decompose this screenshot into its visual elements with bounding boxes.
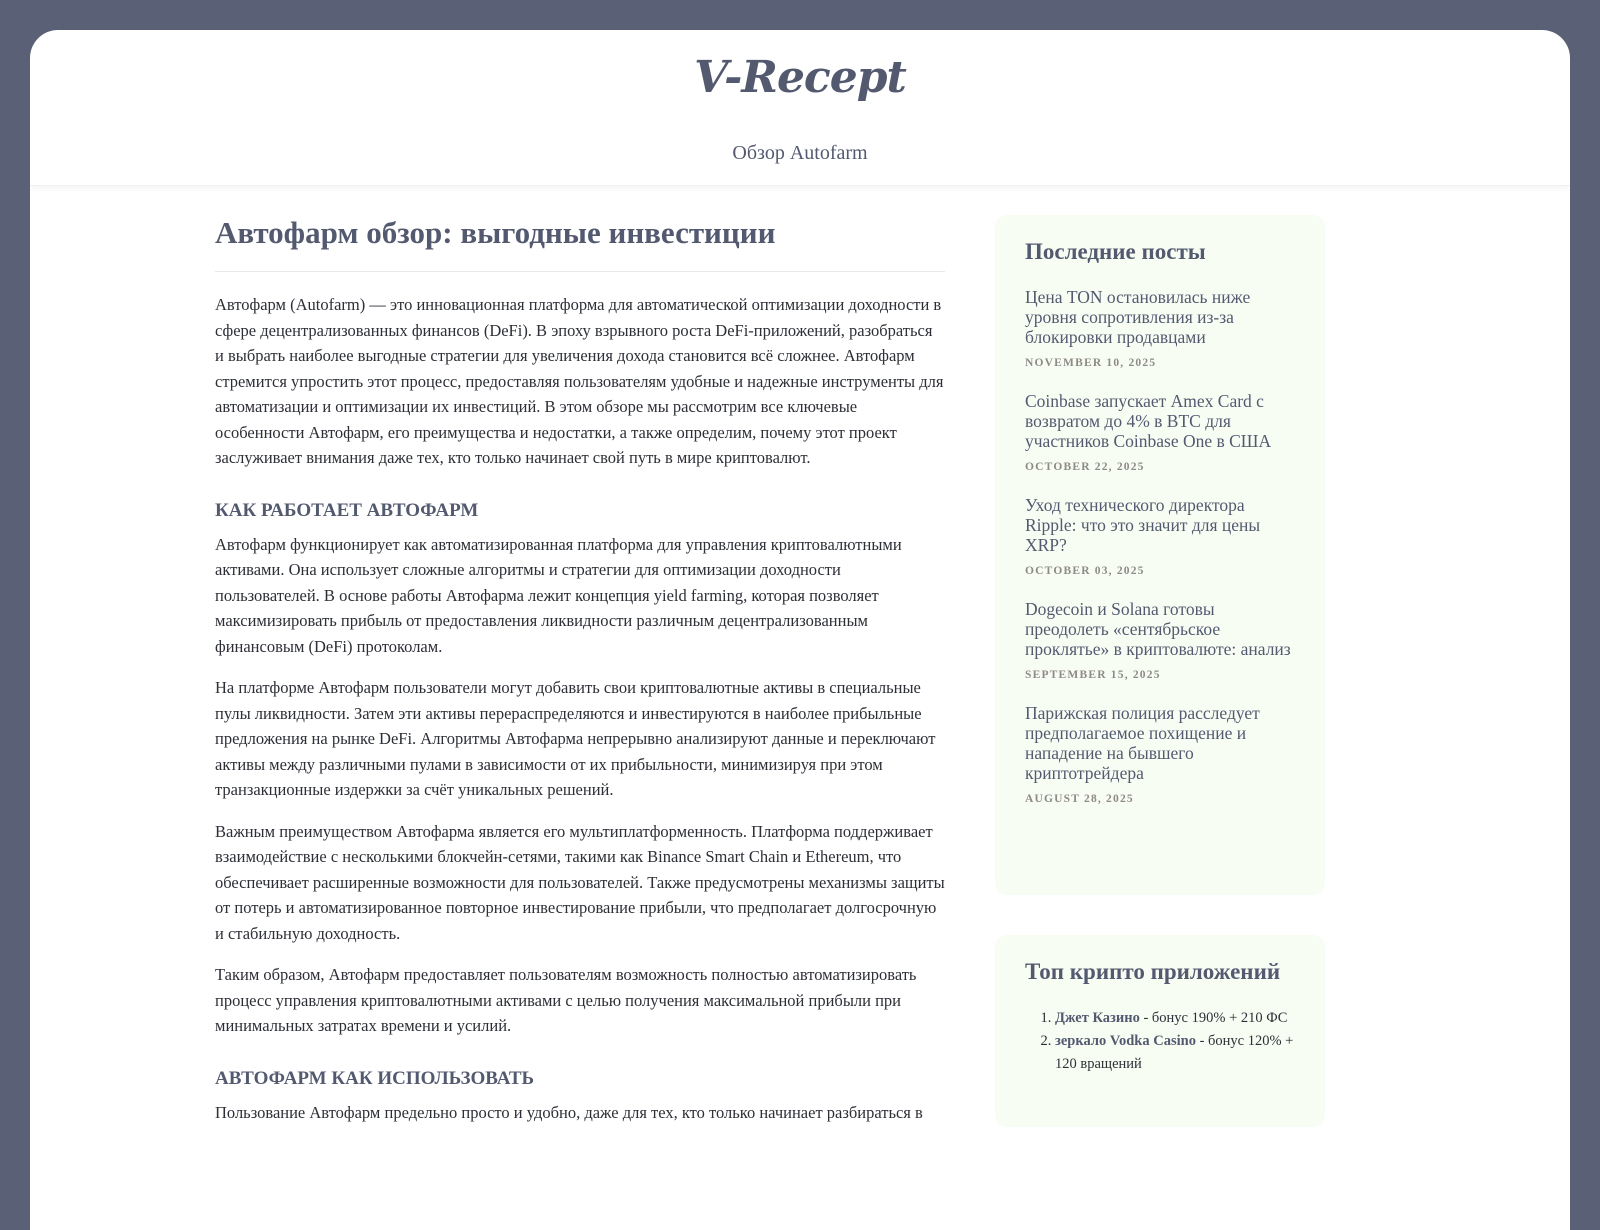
recent-post-link[interactable]: Dogecoin и Solana готовы преодолеть «сентябрьское проклятье» в криптовалюте: анализ — [1025, 599, 1291, 659]
recent-post-date: OCTOBER 22, 2025 — [1025, 461, 1145, 473]
recent-post-item — [1025, 495, 1295, 577]
section-heading-how-it-works: КАК РАБОТАЕТ АВТОФАРМ — [215, 499, 479, 521]
article-intro: Автофарм (Autofarm) — это инновационная платформа для автоматической оптимизации доходности в сфере децентрализованных финансов (DeFi). В эпоху взрывного роста DeFi-приложений, разобраться и выбрать наиболее выгодные стратегии для увеличения дохода становится всё сложнее. Автофарм стремится упростить этот процесс, предоставляя пользователям удобные и надежные инструменты для автоматизации и оптимизации их инвестиций. В этом обзоре мы рассмотрим все ключевые особенности Автофарм, его преимущества и недостатки, а также определим, почему этот проект заслуживает внимания даже тех, кто только начинает свой путь в мире криптовалют. — [215, 295, 944, 467]
article-title: Автофарм обзор: выгодные инвестиции — [215, 215, 945, 272]
recent-post-link[interactable]: Уход технического директора Ripple: что это значит для цены XRP? — [1025, 495, 1261, 555]
recent-post-item — [1025, 703, 1295, 805]
article — [215, 215, 945, 1141]
site-logo[interactable]: V-Recept — [694, 52, 906, 103]
recent-post-item — [1025, 287, 1295, 369]
article-paragraph: На платформе Автофарм пользователи могут добавить свои криптовалютные активы в специальные пулы ликвидности. Затем эти активы перераспределяются и инвестируются в наиболее прибыльные предложения на рынке DeFi. Алгоритмы Автофарма непрерывно анализируют данные и переключают активы между различными пулами в зависимости от их прибыльности, минимизируя при этом транзакционные издержки за счёт уникальных решений. — [215, 678, 936, 799]
recent-posts-title: Последние посты — [1025, 239, 1206, 264]
recent-post-link[interactable]: Парижская полиция расследует предполагаемое похищение и нападение на бывшего криптотрейдера — [1025, 703, 1260, 783]
top-app-link[interactable]: Джет Казино — [1055, 1010, 1140, 1026]
recent-post-link[interactable]: Coinbase запускает Amex Card с возвратом до 4% в BTC для участников Coinbase One в США — [1025, 391, 1272, 451]
site-tagline: Обзор Autofarm — [732, 142, 868, 164]
recent-post-item — [1025, 391, 1295, 473]
top-apps-title: Топ крипто приложений — [1025, 959, 1281, 984]
section-heading-how-to-use: АВТОФАРМ КАК ИСПОЛЬЗОВАТЬ — [215, 1067, 535, 1089]
top-apps-widget — [995, 935, 1325, 1127]
recent-post-date: SEPTEMBER 15, 2025 — [1025, 669, 1161, 681]
top-apps-list — [1025, 1007, 1295, 1076]
top-app-bonus: - бонус 120% + 120 вращений — [1055, 1033, 1294, 1072]
article-paragraph: Пользование Автофарм предельно просто и удобно, даже для тех, кто только начинает разбираться в — [215, 1102, 923, 1122]
article-paragraph: Таким образом, Автофарм предоставляет пользователям возможность полностью автоматизировать процесс управления криптовалютными активами с целью получения максимальной прибыли при минимальных затратах времени и усилий. — [215, 965, 917, 1035]
recent-posts-widget — [995, 215, 1325, 895]
recent-post-date: AUGUST 28, 2025 — [1025, 793, 1134, 805]
top-app-item — [1055, 1007, 1295, 1030]
recent-post-date: OCTOBER 03, 2025 — [1025, 565, 1145, 577]
recent-post-date: NOVEMBER 10, 2025 — [1025, 357, 1157, 369]
article-paragraph: Важным преимуществом Автофарма является его мультиплатформенность. Платформа поддерживает взаимодействие с несколькими блокчейн-сетями, такими как Binance Smart Chain и Ethereum, что обеспечивает расширенные возможности для пользователей. Также предусмотрены механизмы защиты от потерь и автоматизированное повторное инвестирование прибыли, что предполагает долгосрочную и стабильную доходность. — [215, 821, 945, 943]
top-app-item — [1055, 1030, 1295, 1076]
recent-post-item — [1025, 599, 1295, 681]
top-app-link[interactable]: зеркало Vodka Casino — [1055, 1033, 1196, 1049]
article-paragraph: Автофарм функционирует как автоматизированная платформа для управления криптовалютными активами. Она использует сложные алгоритмы и стратегии для оптимизации доходности пользователей. В основе работы Автофарма лежит концепция yield farming, которая позволяет максимизировать прибыль от предоставления ликвидности различным децентрализованным финансовым (DeFi) протоколам. — [215, 534, 902, 656]
recent-post-link[interactable]: Цена TON остановилась ниже уровня сопротивления из-за блокировки продавцами — [1025, 287, 1251, 347]
site-header — [30, 30, 1570, 186]
top-app-bonus: - бонус 190% + 210 ФС — [1139, 1010, 1288, 1026]
